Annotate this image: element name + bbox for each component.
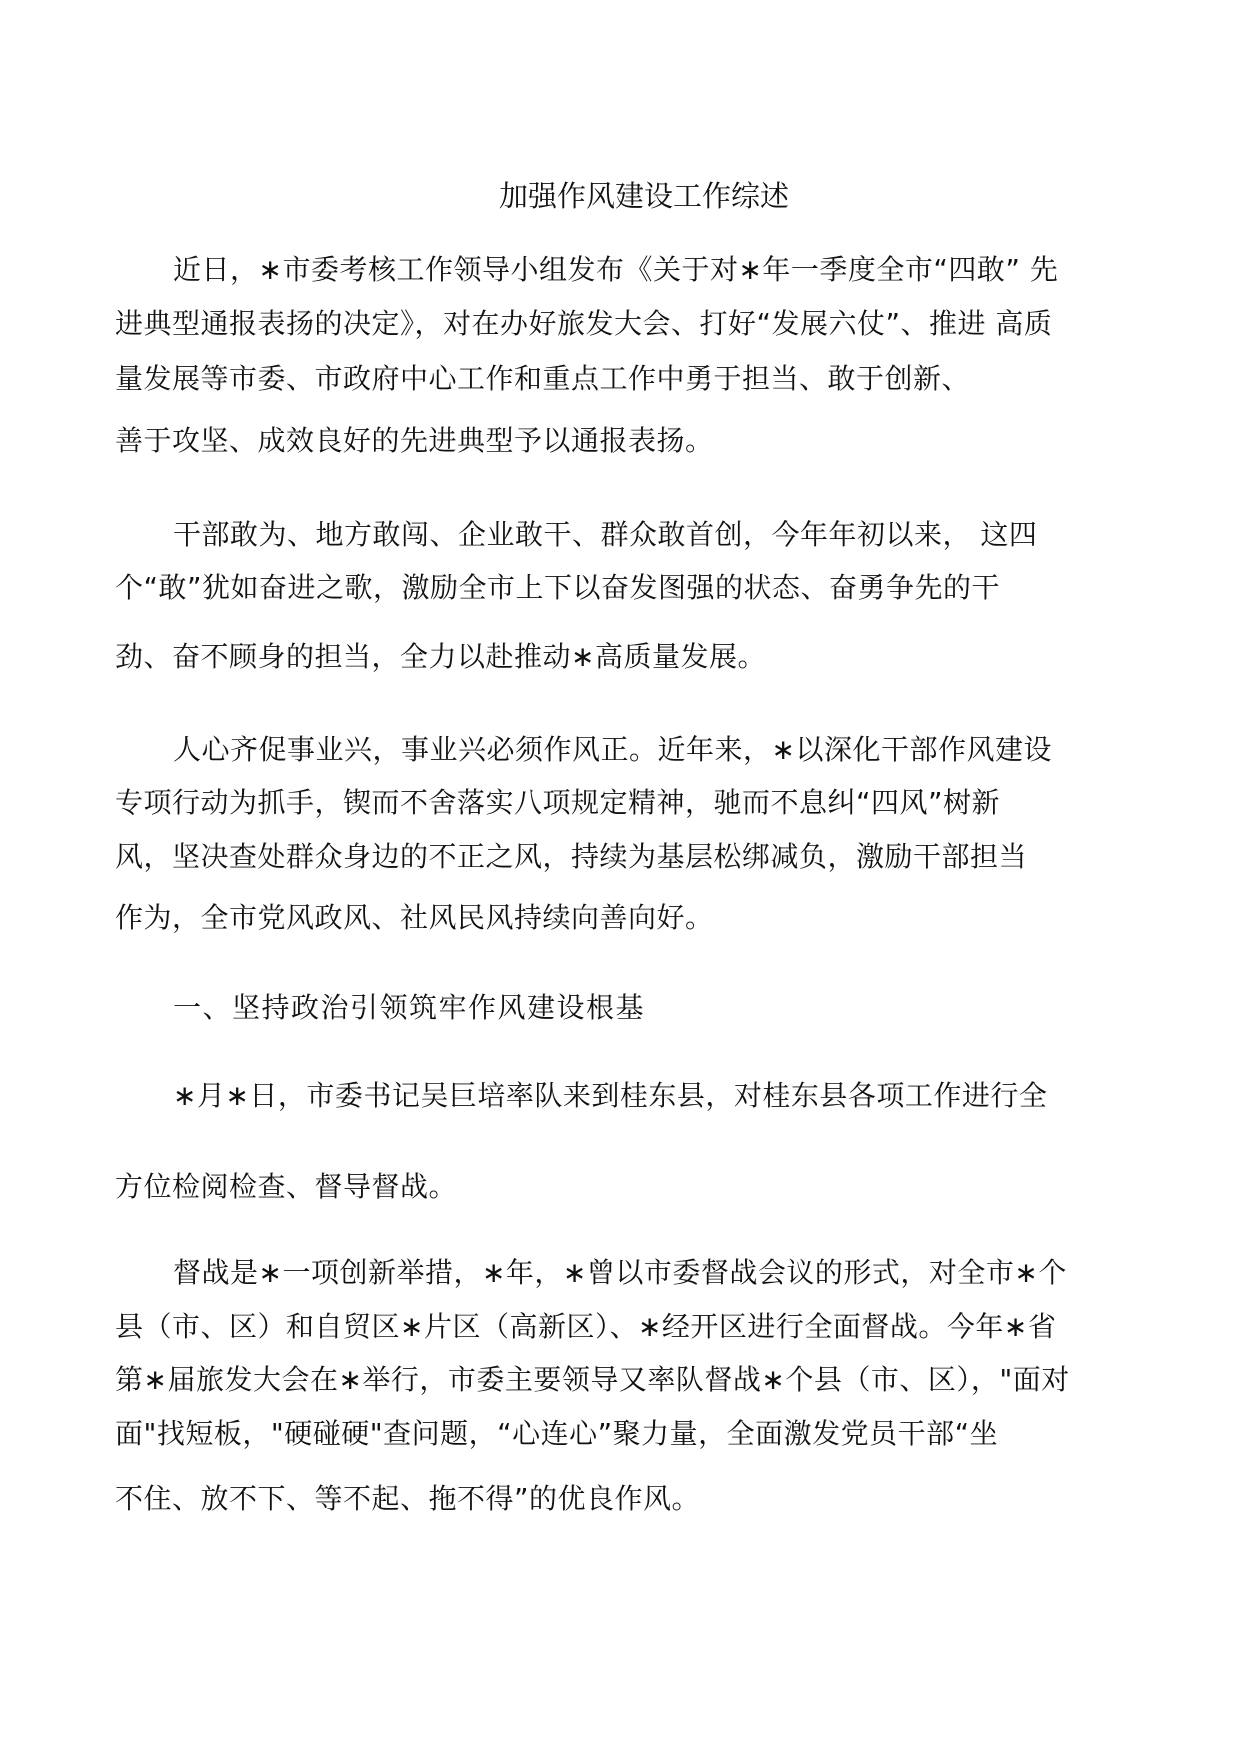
paragraph-5-line-4: 面"找短板，"硬碰硬"查问题，“心连心”聚力量，全面激发党员干部“坐	[115, 1417, 999, 1450]
paragraph-3-line-3: 风，坚决查处群众身边的不正之风，持续为基层松绑减负，激励干部担当	[115, 840, 1028, 873]
paragraph-5-line-5: 不住、放不下、等不起、拖不得”的优良作风。	[115, 1482, 701, 1515]
paragraph-4-line-2: 方位检阅检查、督导督战。	[115, 1170, 458, 1203]
paragraph-5-line-1: 督战是∗一项创新举措，∗年，∗曾以市委督战会议的形式，对全市∗个	[173, 1256, 1067, 1289]
paragraph-3-line-4: 作为，全市党风政风、社风民风持续向善向好。	[115, 901, 714, 934]
section-heading: 一、坚持政治引领筑牢作风建设根基	[173, 991, 646, 1024]
paragraph-4-line-1: ∗月∗日，市委书记吴巨培率队来到桂东县，对桂东县各项工作进行全	[173, 1079, 1048, 1112]
paragraph-1-line-1: 近日，∗市委考核工作领导小组发布《关于对∗年一季度全市“四敢” 先	[173, 253, 1059, 286]
paragraph-2-line-3: 劲、奋不顾身的担当，全力以赴推动∗高质量发展。	[115, 640, 766, 673]
paragraph-1-line-2: 进典型通报表扬的决定》，对在办好旅发大会、打好“发展六仗”、推进 高质	[115, 307, 1053, 340]
document-title: 加强作风建设工作综述	[498, 179, 789, 213]
paragraph-5-line-2: 县（市、区）和自贸区∗片区（高新区）、∗经开区进行全面督战。今年∗省	[115, 1310, 1057, 1343]
paragraph-1-line-3: 量发展等市委、市政府中心工作和重点工作中勇于担当、敢于创新、	[115, 362, 971, 395]
paragraph-3-line-2: 专项行动为抓手，锲而不舍落实八项规定精神，驰而不息纠“四风”树新	[115, 786, 1001, 819]
paragraph-3-line-1: 人心齐促事业兴，事业兴必须作风正。近年来，∗以深化干部作风建设	[173, 733, 1052, 766]
paragraph-1-line-4: 善于攻坚、成效良好的先进典型予以通报表扬。	[115, 424, 714, 457]
paragraph-5-line-3: 第∗届旅发大会在∗举行，市委主要领导又率队督战∗个县（市、区），"面对	[115, 1363, 1070, 1396]
paragraph-2-line-2: 个“敢”犹如奋进之歌，激励全市上下以奋发图强的状态、奋勇争先的干	[115, 571, 1001, 604]
paragraph-2-line-1: 干部敢为、地方敢闯、企业敢干、群众敢首创，今年年初以来， 这四	[173, 518, 1038, 551]
